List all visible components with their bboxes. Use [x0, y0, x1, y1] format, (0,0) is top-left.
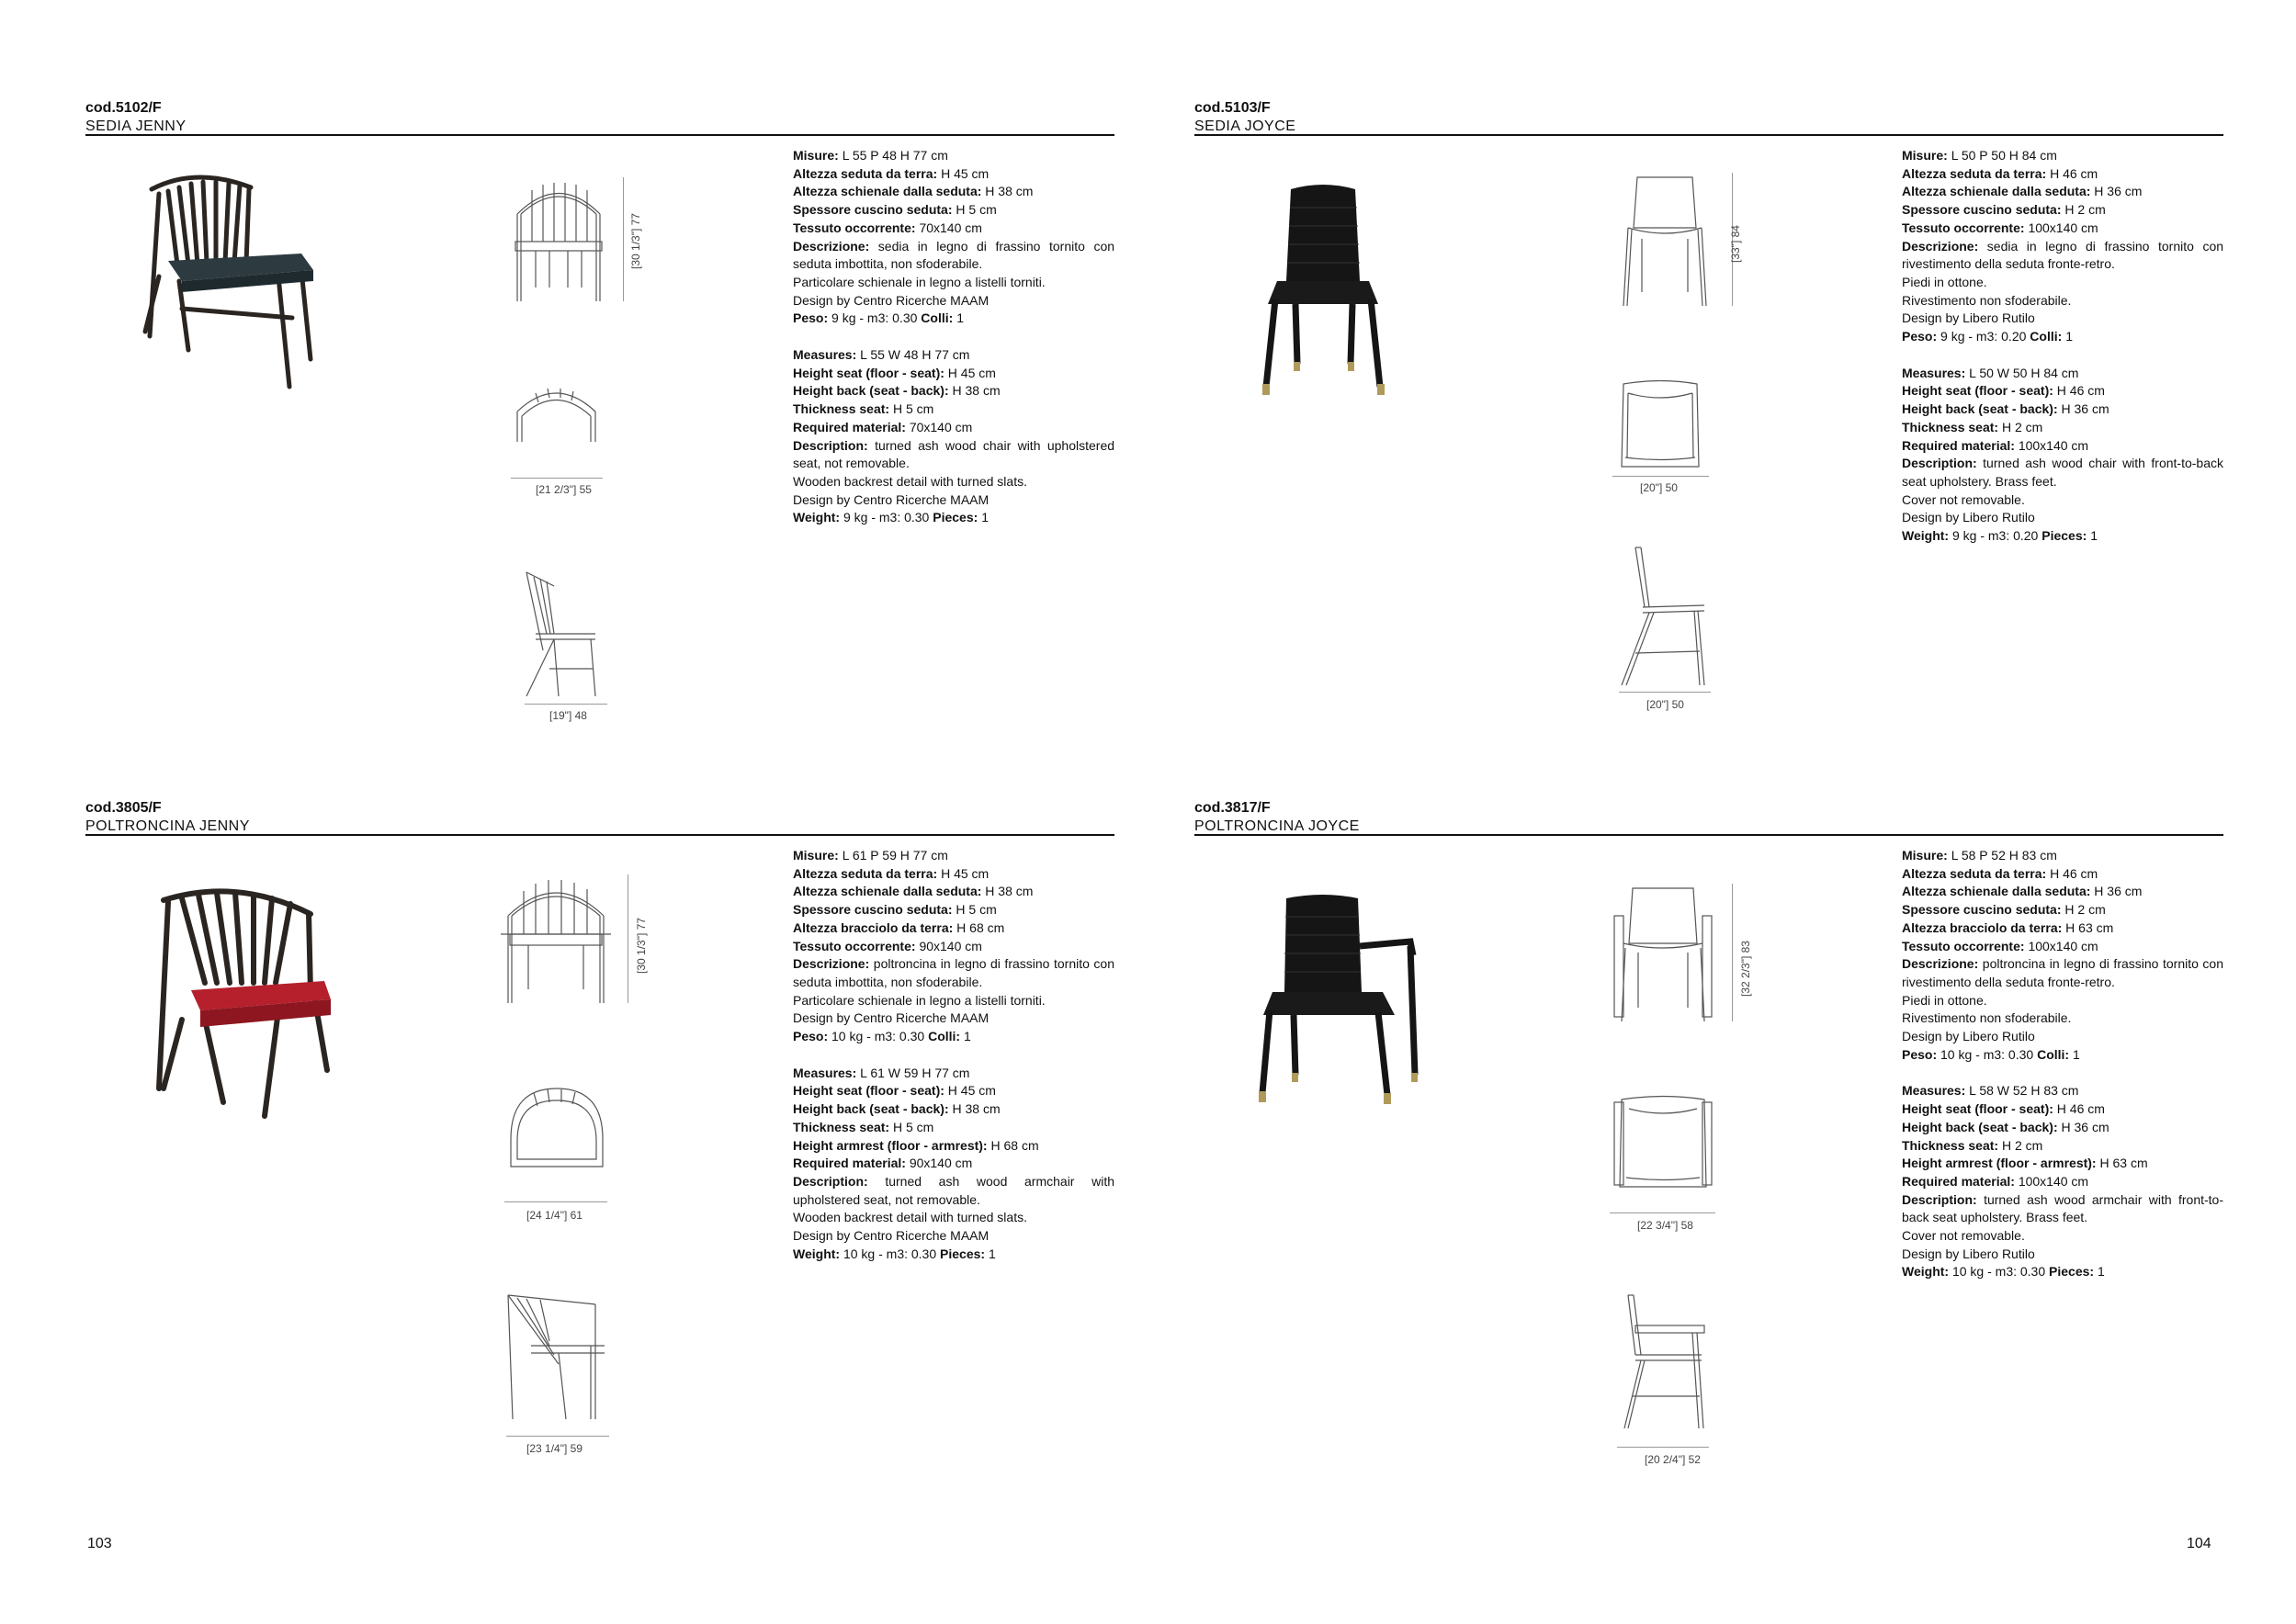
front-height-dimension: [30 1/3"] 77 — [635, 918, 648, 974]
top-width-dimension: [22 3/4"] 58 — [1637, 1219, 1693, 1232]
header-rule — [85, 134, 1114, 136]
top-width-dimension: [20"] 50 — [1640, 481, 1678, 494]
front-height-dimension: [33"] 84 — [1729, 225, 1742, 263]
side-depth-dimension: [20"] 50 — [1646, 698, 1684, 711]
spec-thickness-seat: Thickness seat: H 5 cm — [793, 401, 934, 417]
spec-height-seat: Height seat (floor - seat): H 45 cm — [793, 365, 996, 380]
front-view-drawing — [501, 874, 611, 1008]
height-dimension-line — [1732, 884, 1733, 1021]
spec-description: Description: turned ash wood armchair with front-to-back seat upholstery. Brass feet. — [1902, 1191, 2223, 1225]
spec-tessuto: Tessuto occorrente: 100x140 cm — [1902, 938, 2098, 953]
side-depth-dimension: [20 2/4"] 52 — [1645, 1453, 1701, 1466]
width-dimension-line — [1612, 476, 1709, 477]
joyce-chair-photo — [1250, 180, 1397, 400]
spec-spessore-cuscino: Spessore cuscino seduta: H 5 cm — [793, 202, 997, 218]
side-view-icon — [1619, 1291, 1711, 1438]
top-view-drawing — [506, 1084, 607, 1171]
product-code: cod.5103/F — [1194, 100, 1271, 116]
width-dimension-line — [511, 478, 603, 479]
side-view-icon — [517, 568, 605, 701]
spec-extra: Design by Libero Rutilo — [1902, 1029, 2035, 1044]
spec-extra: Cover not removable. — [1902, 1228, 2025, 1244]
spec-weight: Weight: 10 kg - m3: 0.30 Pieces: 1 — [1902, 1264, 2105, 1280]
spec-height-back: Height back (seat - back): H 38 cm — [793, 1101, 1001, 1117]
width-dimension-line — [1610, 1212, 1715, 1213]
spec-altezza-bracciolo: Altezza bracciolo da terra: H 63 cm — [1902, 919, 2114, 935]
spec-extra: Piedi in ottone. — [1902, 274, 1987, 289]
spec-spessore-cuscino: Spessore cuscino seduta: H 2 cm — [1902, 202, 2106, 218]
header-rule — [1194, 834, 2223, 836]
spec-tessuto: Tessuto occorrente: 70x140 cm — [793, 220, 982, 235]
spec-extra: Cover not removable. — [1902, 491, 2025, 507]
spec-peso: Peso: 10 kg - m3: 0.30 Colli: 1 — [793, 1029, 971, 1044]
front-view-drawing — [508, 177, 609, 306]
spec-misure: Misure: L 55 P 48 H 77 cm — [793, 148, 948, 163]
product-name: SEDIA JENNY — [85, 118, 187, 134]
spec-descrizione: Descrizione: poltroncina in legno di frassino tornito con rivestimento della seduta fronte-retro. — [1902, 956, 2223, 989]
height-dimension-line — [623, 177, 624, 301]
spec-altezza-seduta: Altezza seduta da terra: H 46 cm — [1902, 865, 2098, 881]
spec-extra: Design by Centro Ricerche MAAM — [793, 1010, 990, 1026]
top-view-icon — [1612, 1095, 1714, 1191]
spec-extra: Particolare schienale in legno a listelli torniti. — [793, 274, 1046, 289]
spec-altezza-schienale: Altezza schienale dalla seduta: H 38 cm — [793, 184, 1034, 199]
spec-text — [1902, 147, 2223, 546]
spec-height-armrest: Height armrest (floor - armrest): H 63 cm — [1902, 1156, 2148, 1171]
side-depth-dimension: [23 1/4"] 59 — [526, 1442, 582, 1455]
spec-misure: Misure: L 61 P 59 H 77 cm — [793, 848, 948, 863]
product-code: cod.3817/F — [1194, 800, 1271, 816]
spec-extra: Piedi in ottone. — [1902, 992, 1987, 1008]
side-depth-dimension: [19"] 48 — [549, 709, 587, 722]
spec-measures: Measures: L 61 W 59 H 77 cm — [793, 1065, 970, 1080]
spec-required-material: Required material: 70x140 cm — [793, 419, 973, 434]
product-name: POLTRONCINA JENNY — [85, 818, 250, 834]
top-view-drawing — [513, 379, 600, 444]
top-view-icon — [513, 379, 600, 444]
spec-extra: Wooden backrest detail with turned slats. — [793, 473, 1027, 489]
spec-thickness-seat: Thickness seat: H 5 cm — [793, 1119, 934, 1134]
spec-measures: Measures: L 50 W 50 H 84 cm — [1902, 365, 2079, 380]
top-view-drawing — [1614, 379, 1706, 471]
spec-text — [1902, 847, 2223, 1281]
spec-altezza-schienale: Altezza schienale dalla seduta: H 36 cm — [1902, 884, 2143, 899]
spec-thickness-seat: Thickness seat: H 2 cm — [1902, 1137, 2043, 1153]
spec-required-material: Required material: 100x140 cm — [1902, 1173, 2089, 1189]
spec-extra: Rivestimento non sfoderabile. — [1902, 292, 2072, 308]
spec-required-material: Required material: 90x140 cm — [793, 1156, 973, 1171]
spec-weight: Weight: 9 kg - m3: 0.20 Pieces: 1 — [1902, 528, 2098, 544]
top-width-dimension: [24 1/4"] 61 — [526, 1209, 582, 1222]
spec-tessuto: Tessuto occorrente: 90x140 cm — [793, 938, 982, 953]
spec-description: Description: turned ash wood chair with upholstered seat, not removable. — [793, 437, 1115, 471]
spec-altezza-schienale: Altezza schienale dalla seduta: H 38 cm — [793, 884, 1034, 899]
product-name: POLTRONCINA JOYCE — [1194, 818, 1360, 834]
spec-text — [793, 847, 1114, 1263]
page-number-left: 103 — [87, 1536, 112, 1551]
side-view-icon — [503, 1291, 609, 1424]
spec-extra: Design by Centro Ricerche MAAM — [793, 491, 990, 507]
header-rule — [1194, 134, 2223, 136]
spec-extra: Particolare schienale in legno a listelli torniti. — [793, 992, 1046, 1008]
spec-description: Description: turned ash wood armchair with upholstered seat, not removable. — [793, 1173, 1115, 1207]
spec-description: Description: turned ash wood chair with front-to-back seat upholstery. Brass feet. — [1902, 456, 2224, 489]
spec-altezza-seduta: Altezza seduta da terra: H 46 cm — [1902, 165, 2098, 181]
product-poltroncina-jenny — [85, 799, 1116, 1460]
product-poltroncina-joyce — [1194, 799, 2225, 1466]
front-height-dimension: [30 1/3"] 77 — [629, 213, 642, 269]
product-code: cod.3805/F — [85, 800, 162, 816]
spec-extra: Wooden backrest detail with turned slats. — [793, 1210, 1027, 1225]
header-rule — [85, 834, 1114, 836]
product-sedia-joyce — [1194, 99, 2225, 761]
spec-descrizione: Descrizione: sedia in legno di frassino tornito con rivestimento della seduta fronte-retro. — [1902, 238, 2224, 272]
spec-descrizione: Descrizione: sedia in legno di frassino tornito con seduta imbottita, non sfoderabile. — [793, 238, 1115, 272]
spec-height-armrest: Height armrest (floor - armrest): H 68 cm — [793, 1137, 1039, 1153]
product-name: SEDIA JOYCE — [1194, 118, 1296, 134]
product-sedia-jenny — [85, 99, 1116, 761]
product-photo — [1250, 891, 1424, 1107]
spec-spessore-cuscino: Spessore cuscino seduta: H 2 cm — [1902, 902, 2106, 918]
front-view-icon — [508, 177, 609, 306]
spec-peso: Peso: 9 kg - m3: 0.20 Colli: 1 — [1902, 329, 2073, 344]
spec-height-seat: Height seat (floor - seat): H 46 cm — [1902, 383, 2105, 399]
spec-altezza-seduta: Altezza seduta da terra: H 45 cm — [793, 165, 990, 181]
side-view-drawing — [1617, 543, 1709, 690]
front-view-drawing — [1612, 884, 1714, 1026]
depth-dimension-line — [1619, 692, 1711, 693]
side-view-icon — [1617, 543, 1709, 690]
spec-height-back: Height back (seat - back): H 38 cm — [793, 383, 1001, 399]
spec-required-material: Required material: 100x140 cm — [1902, 437, 2089, 453]
depth-dimension-line — [506, 1436, 609, 1437]
top-view-icon — [1614, 379, 1706, 471]
spec-height-seat: Height seat (floor - seat): H 45 cm — [793, 1083, 996, 1099]
depth-dimension-line — [1617, 1447, 1709, 1448]
product-photo — [154, 882, 338, 1121]
front-view-icon — [1612, 884, 1714, 1026]
front-view-icon — [501, 874, 611, 1008]
joyce-armchair-photo — [1250, 891, 1424, 1107]
spec-measures: Measures: L 58 W 52 H 83 cm — [1902, 1083, 2079, 1099]
spec-weight: Weight: 10 kg - m3: 0.30 Pieces: 1 — [793, 1246, 996, 1261]
spec-extra: Rivestimento non sfoderabile. — [1902, 1010, 2072, 1026]
top-view-icon — [506, 1084, 607, 1171]
front-view-icon — [1619, 173, 1711, 310]
spec-extra: Design by Libero Rutilo — [1902, 510, 2035, 525]
page-number-right: 104 — [2187, 1536, 2211, 1551]
spec-altezza-schienale: Altezza schienale dalla seduta: H 36 cm — [1902, 184, 2143, 199]
front-view-drawing — [1619, 173, 1711, 310]
product-code: cod.5102/F — [85, 100, 162, 116]
side-view-drawing — [517, 568, 605, 701]
depth-dimension-line — [525, 704, 607, 705]
width-dimension-line — [504, 1201, 607, 1202]
spec-peso: Peso: 10 kg - m3: 0.30 Colli: 1 — [1902, 1046, 2080, 1062]
jenny-armchair-photo — [154, 882, 338, 1121]
spec-extra: Design by Libero Rutilo — [1902, 310, 2035, 326]
front-height-dimension: [32 2/3"] 83 — [1739, 941, 1752, 997]
spec-height-back: Height back (seat - back): H 36 cm — [1902, 401, 2109, 417]
spec-extra: Design by Libero Rutilo — [1902, 1246, 2035, 1261]
spec-altezza-bracciolo: Altezza bracciolo da terra: H 68 cm — [793, 919, 1005, 935]
side-view-drawing — [503, 1291, 609, 1424]
spec-spessore-cuscino: Spessore cuscino seduta: H 5 cm — [793, 902, 997, 918]
spec-extra: Design by Centro Ricerche MAAM — [793, 1228, 990, 1244]
top-width-dimension: [21 2/3"] 55 — [536, 483, 592, 496]
spec-height-back: Height back (seat - back): H 36 cm — [1902, 1119, 2109, 1134]
spec-text — [793, 147, 1114, 527]
spec-descrizione: Descrizione: poltroncina in legno di frassino tornito con seduta imbottita, non sfoderabile. — [793, 956, 1114, 989]
jenny-chair-photo — [141, 162, 324, 410]
spec-peso: Peso: 9 kg - m3: 0.30 Colli: 1 — [793, 310, 964, 326]
spec-misure: Misure: L 58 P 52 H 83 cm — [1902, 848, 2057, 863]
spec-weight: Weight: 9 kg - m3: 0.30 Pieces: 1 — [793, 510, 989, 525]
spec-tessuto: Tessuto occorrente: 100x140 cm — [1902, 220, 2098, 235]
spec-height-seat: Height seat (floor - seat): H 46 cm — [1902, 1101, 2105, 1117]
product-photo — [1250, 180, 1397, 400]
side-view-drawing — [1619, 1291, 1711, 1438]
spec-extra: Design by Centro Ricerche MAAM — [793, 292, 990, 308]
spec-measures: Measures: L 55 W 48 H 77 cm — [793, 347, 970, 363]
spec-misure: Misure: L 50 P 50 H 84 cm — [1902, 148, 2057, 163]
spec-altezza-seduta: Altezza seduta da terra: H 45 cm — [793, 865, 990, 881]
top-view-drawing — [1612, 1095, 1714, 1191]
spec-thickness-seat: Thickness seat: H 2 cm — [1902, 419, 2043, 434]
product-photo — [141, 162, 324, 410]
